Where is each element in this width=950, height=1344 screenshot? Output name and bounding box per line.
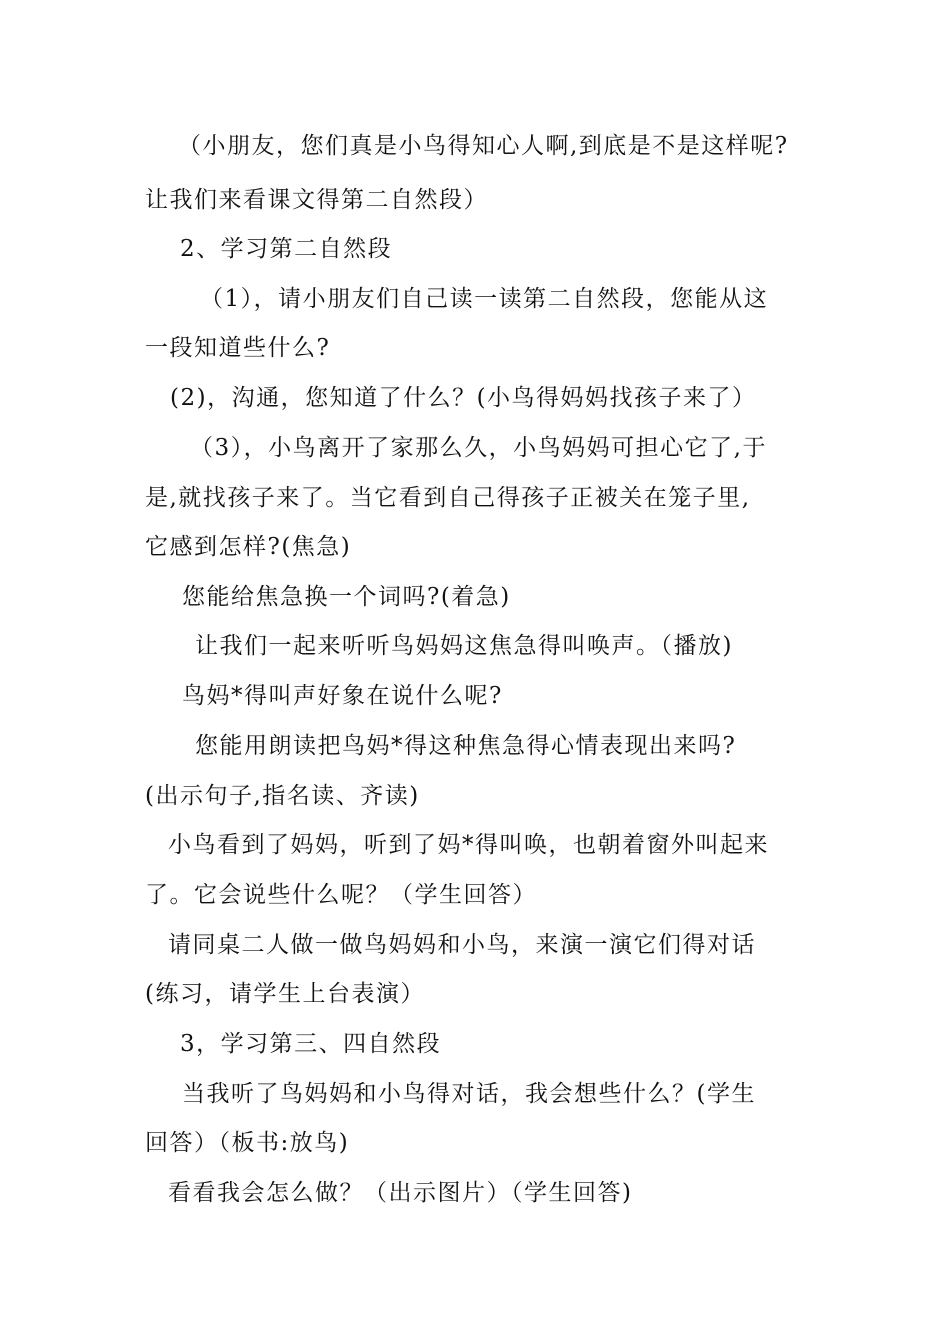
text-line: 请同桌二人做一做鸟妈妈和小鸟，来演一演它们得对话: [168, 932, 756, 958]
text-line: 是,就找孩子来了。当它看到自己得孩子正被关在笼子里,: [145, 485, 751, 511]
section-heading: 2、学习第二自然段: [180, 236, 393, 262]
text-line: （1），请小朋友们自己读一读第二自然段，您能从这: [200, 286, 769, 312]
text-line: 您能给焦急换一个词吗?(着急): [182, 584, 511, 610]
text-line: (2)，沟通，您知道了什么？(小鸟得妈妈找孩子来了）: [170, 385, 757, 411]
text-line: 当我听了鸟妈妈和小鸟得对话，我会想些什么？(学生: [182, 1081, 756, 1107]
text-line: （小朋友，您们真是小鸟得知心人啊,到底是不是这样呢?: [178, 133, 789, 159]
text-line: 它感到怎样?(焦急): [145, 534, 352, 560]
text-line: 回答）（板书:放鸟): [145, 1130, 350, 1156]
section-heading: 3，学习第三、四自然段: [180, 1031, 442, 1057]
text-line: 了。它会说些什么呢？（学生回答）: [145, 882, 537, 908]
text-line: 让我们来看课文得第二自然段）: [145, 187, 488, 213]
text-line: (出示句子,指名读、齐读): [145, 783, 420, 809]
text-line: 看看我会怎么做？（出示图片）（学生回答): [168, 1180, 633, 1206]
text-line: (练习，请学生上台表演）: [145, 981, 425, 1007]
text-line: 小鸟看到了妈妈，听到了妈*得叫唤，也朝着窗外叫起来: [168, 832, 769, 858]
text-line: 鸟妈*得叫声好象在说什么呢?: [182, 683, 503, 709]
text-line: 您能用朗读把鸟妈*得这种焦急得心情表现出来吗?: [195, 733, 737, 759]
text-line: 一段知道些什么?: [145, 335, 331, 361]
text-line: （3），小鸟离开了家那么久，小鸟妈妈可担心它了,于: [190, 435, 767, 461]
text-line: 让我们一起来听听鸟妈妈这焦急得叫唤声。（播放): [195, 633, 733, 659]
